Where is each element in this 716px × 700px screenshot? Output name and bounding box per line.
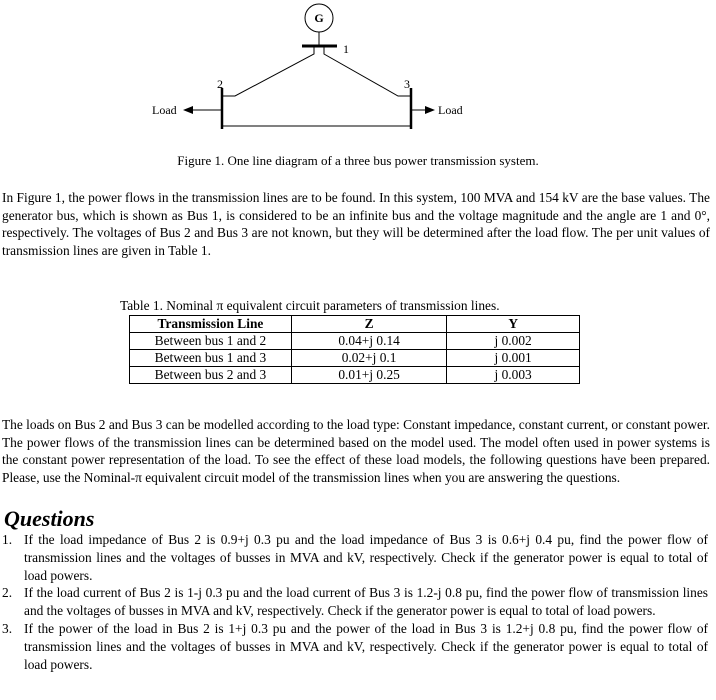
table-cell: Between bus 2 and 3 — [130, 367, 292, 384]
table-cell: Between bus 1 and 2 — [130, 333, 292, 350]
question-text: If the load impedance of Bus 2 is 0.9+j 0.3 pu and the load impedance of Bus 3 is 0.6+j 0.4 pu, find the power flow of transmission lines and the voltages of busses in MVA and kV, respectively. Check if the generator power is equal to total of load powers. — [24, 532, 708, 583]
question-item — [2, 531, 708, 584]
table-row — [130, 350, 580, 367]
bus-2-label: 2 — [217, 77, 223, 91]
figure-caption: Figure 1. One line diagram of a three bus power transmission system. — [177, 153, 539, 168]
table-header-row — [130, 316, 580, 333]
generator-label: G — [314, 11, 324, 25]
table-cell: Between bus 1 and 3 — [130, 350, 292, 367]
load-right-label: Load — [438, 103, 463, 117]
table-cell: j 0.003 — [447, 367, 580, 384]
table-row — [130, 367, 580, 384]
table-cell: j 0.001 — [447, 350, 580, 367]
question-item — [2, 584, 708, 620]
table-header: Transmission Line — [130, 316, 292, 333]
bus-3-label: 3 — [404, 77, 410, 91]
parameters-table — [129, 315, 580, 384]
questions-list — [2, 531, 708, 673]
load-left-label: Load — [152, 103, 177, 117]
line-1-2 — [222, 46, 314, 96]
loads-paragraph: The loads on Bus 2 and Bus 3 can be modelled according to the load type: Constant impedance, constant current, or constant power. The power flows of the transmission lines can be determined based on the model used. The model often used in power systems is the constant power representation of the load. To see the effect of these load models, the following questions have been prepared. Please, use the Nominal-π equivalent circuit model of the transmission lines when you are answering the questions. — [2, 417, 710, 485]
table-caption: Table 1. Nominal π equivalent circuit parameters of transmission lines. — [120, 298, 500, 313]
table-cell: 0.01+j 0.25 — [291, 367, 446, 384]
table-cell: 0.02+j 0.1 — [291, 350, 446, 367]
question-text: If the power of the load in Bus 2 is 1+j 0.3 pu and the power of the load in Bus 3 is 1.2+j 0.8 pu, find the power flow of transmission lines and the voltages of busses in MVA and kV, respectively. Check if the generator power is equal to total of load powers. — [24, 620, 708, 672]
question-number: 2. — [2, 585, 13, 601]
load-right-arrowhead — [425, 106, 435, 114]
line-1-3 — [324, 46, 411, 96]
table-cell: 0.04+j 0.14 — [291, 333, 446, 350]
question-number: 1. — [2, 532, 13, 547]
intro-paragraph: In Figure 1, the power flows in the transmission lines are to be found. In this system, 100 MVA and 154 kV are the base values. The generator bus, which is shown as Bus 1, is considered to be an infinite bus and the voltage magnitude and the angle are 1 and 0°, respectively. The voltages of Bus 2 and Bus 3 are not known, but they will be determined after the load flow. The per unit values of transmission lines are given in Table 1. — [2, 190, 710, 258]
table-cell: j 0.002 — [447, 333, 580, 350]
table-1 — [120, 298, 580, 384]
bus-1-label: 1 — [343, 42, 349, 56]
table-header: Z — [291, 316, 446, 333]
load-left-arrowhead — [183, 106, 193, 114]
table-header: Y — [447, 316, 580, 333]
question-number: 3. — [2, 620, 13, 636]
question-item — [2, 620, 708, 673]
question-text: If the load current of Bus 2 is 1-j 0.3 pu and the load current of Bus 3 is 1.2-j 0.8 pu, find the power flow of transmission lines and the voltages of busses in MVA and kV, respectively. Check if the generator power is equal to total of load powers. — [24, 585, 708, 619]
one-line-diagram — [0, 0, 716, 150]
table-row — [130, 333, 580, 350]
questions-heading: Questions — [4, 506, 95, 531]
